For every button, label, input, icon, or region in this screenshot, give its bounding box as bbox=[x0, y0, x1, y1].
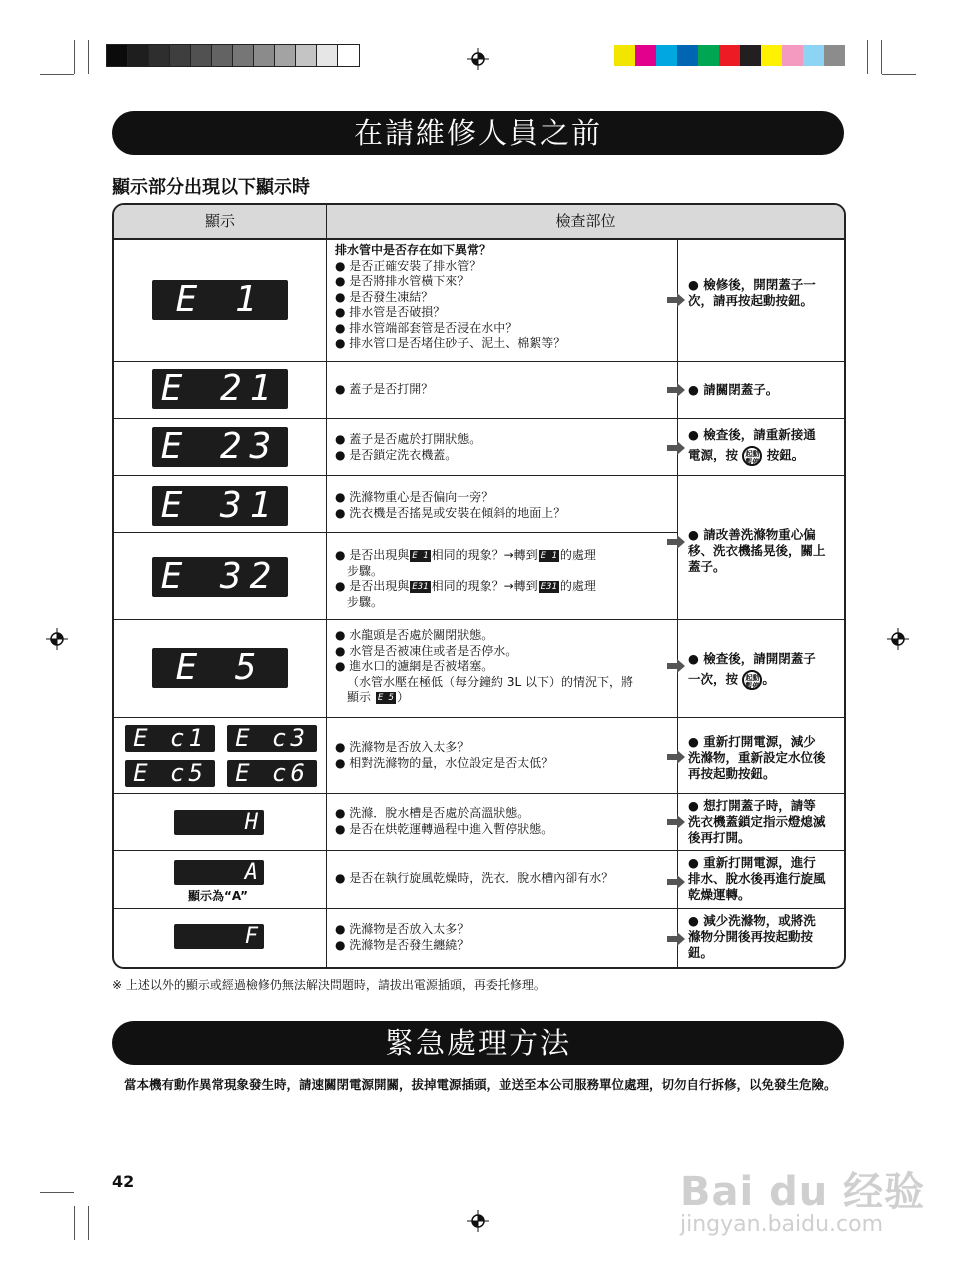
registration-mark-icon bbox=[46, 628, 68, 650]
watermark-url: jingyan.baidu.com bbox=[680, 1212, 884, 1237]
color-swatch bbox=[761, 45, 782, 66]
crop-mark bbox=[881, 40, 882, 74]
led-display-e21: E 21 bbox=[152, 369, 288, 409]
gray-swatch bbox=[128, 45, 149, 66]
color-swatch bbox=[656, 45, 677, 66]
led-display-e5: E 5 bbox=[152, 648, 288, 688]
color-swatch bbox=[635, 45, 656, 66]
gray-swatch bbox=[275, 45, 296, 66]
color-swatch bbox=[803, 45, 824, 66]
action-e23: ● 檢查後，請重新接通 電源，按 起動暫停 按鈕。 bbox=[688, 427, 816, 466]
emergency-banner: 緊急處理方法 bbox=[112, 1021, 844, 1065]
arrow-icon bbox=[667, 441, 685, 455]
mini-display-e5: E 5 bbox=[377, 692, 395, 703]
crop-mark bbox=[88, 40, 89, 74]
action-a: ● 重新打開電源，進行排水、脫水後再進行旋風乾燥運轉。 bbox=[688, 855, 826, 902]
error-code-table bbox=[112, 203, 846, 969]
color-swatch bbox=[614, 45, 635, 66]
crop-mark bbox=[74, 1206, 75, 1240]
title-banner: 在請維修人員之前 bbox=[112, 111, 844, 155]
start-pause-button-icon: 起動暫停 bbox=[742, 670, 762, 690]
arrow-icon bbox=[667, 659, 685, 673]
header-check: 檢查部位 bbox=[555, 212, 616, 230]
arrow-icon bbox=[667, 383, 685, 397]
check-e31: ● 洗滌物重心是否偏向一旁？ ● 洗衣機是否搖晃或安裝在傾斜的地面上？ bbox=[335, 490, 566, 520]
color-swatch bbox=[698, 45, 719, 66]
crop-mark bbox=[40, 1192, 74, 1193]
crop-mark bbox=[867, 40, 868, 74]
gray-swatch bbox=[149, 45, 170, 66]
color-swatch bbox=[719, 45, 740, 66]
color-swatch bbox=[782, 45, 803, 66]
action-e1: ● 檢修後，開閉蓋子一次，請再按起動按鈕。 bbox=[688, 277, 816, 308]
led-display-e23: E 23 bbox=[152, 427, 288, 467]
color-swatch bbox=[824, 45, 845, 66]
table-header bbox=[114, 205, 844, 240]
check-a: ● 是否在執行旋風乾燥時，洗衣．脫水槽內卻有水？ bbox=[335, 871, 614, 885]
display-a-caption: 顯示為“A” bbox=[188, 889, 248, 903]
crop-mark bbox=[88, 1206, 89, 1240]
gray-swatch bbox=[107, 45, 128, 66]
section-subtitle: 顯示部分出現以下顯示時 bbox=[112, 177, 310, 198]
check-ec: ● 洗滌物是否放入太多？ ● 相對洗滌物的量，水位設定是否太低？ bbox=[335, 740, 554, 770]
gray-swatch bbox=[254, 45, 275, 66]
led-display-ec1: E c1 bbox=[125, 725, 215, 752]
led-display-e1: E 1 bbox=[152, 280, 288, 320]
header-display: 顯示 bbox=[204, 212, 235, 230]
action-ec: ● 重新打開電源，減少洗滌物，重新設定水位後再按起動按鈕。 bbox=[688, 734, 826, 781]
arrow-icon bbox=[667, 875, 685, 889]
check-e32: ● 是否出現與 E 1 相同的現象？→轉到 E 1 的處理 步驟。 ● 是否出現與 E31 相同的現象？→轉到 E31 的處理 步驟。 bbox=[335, 548, 596, 609]
action-f: ● 減少洗滌物，或將洗滌物分開後再按起動按鈕。 bbox=[688, 913, 816, 960]
grayscale-calibration-strip bbox=[107, 45, 359, 66]
color-calibration-strip bbox=[614, 45, 845, 66]
action-e5: ● 檢查後，請開閉蓋子 一次，按 起動暫停 。 bbox=[688, 651, 816, 690]
action-e21: ● 請關閉蓋子。 bbox=[688, 382, 779, 397]
led-display-a: A bbox=[174, 860, 264, 885]
check-e5: ● 水龍頭是否處於關閉狀態。 ● 水管是否被凍住或者是否停水。 ● 進水口的濾網是否被堵塞。 （水管水壓在極低（每分鐘約 3L 以下）的情況下，將 顯示 E 5 ） bbox=[335, 628, 633, 704]
arrow-icon bbox=[667, 932, 685, 946]
crop-mark bbox=[74, 40, 75, 74]
registration-mark-icon bbox=[467, 48, 489, 70]
check-e1: 排水管中是否存在如下異常？ ● 是否正確安裝了排水管？ ● 是否將排水管橫下來？ ● 是否發生凍結？ ● 排水管是否破損？ ● 排水管端部套管是否浸在水中？ ● 排水管口是否堵住砂子、泥土、棉絮等？ bbox=[335, 243, 566, 350]
arrow-icon bbox=[667, 535, 685, 549]
gray-swatch bbox=[338, 45, 359, 66]
gray-swatch bbox=[170, 45, 191, 66]
footnote: ※ 上述以外的顯示或經過檢修仍無法解決問題時，請拔出電源插頭，再委托修理。 bbox=[112, 978, 546, 992]
led-display-ec5: E c5 bbox=[125, 760, 215, 787]
check-h: ● 洗滌．脫水槽是否處於高溫狀態。 ● 是否在烘乾運轉過程中進入暫停狀態。 bbox=[335, 806, 554, 836]
emergency-text: 當本機有動作異常現象發生時，請速關閉電源開關，拔掉電源插頭，並送至本公司服務單位處理，切勿自行拆修，以免發生危險。 bbox=[124, 1077, 837, 1092]
gray-swatch bbox=[191, 45, 212, 66]
check-f: ● 洗滌物是否放入太多？ ● 洗滌物是否發生纏繞？ bbox=[335, 922, 470, 952]
color-swatch bbox=[740, 45, 761, 66]
action-e31-e32: ● 請改善洗滌物重心偏移、洗衣機搖晃後，關上蓋子。 bbox=[688, 527, 826, 574]
check-e23: ● 蓋子是否處於打開狀態。 ● 是否鎖定洗衣機蓋。 bbox=[335, 432, 482, 462]
check-e21: ● 蓋子是否打開？ bbox=[335, 382, 434, 396]
led-display-f: F bbox=[174, 924, 264, 949]
mini-display-e31: E31 bbox=[412, 581, 429, 592]
page-number: 42 bbox=[112, 1172, 135, 1191]
crop-mark bbox=[40, 74, 74, 75]
mini-display-e31: E31 bbox=[540, 581, 557, 592]
led-display-ec6: E c6 bbox=[227, 760, 317, 787]
color-swatch bbox=[677, 45, 698, 66]
gray-swatch bbox=[296, 45, 317, 66]
gray-swatch bbox=[233, 45, 254, 66]
mini-display-e1: E 1 bbox=[412, 550, 429, 561]
registration-mark-icon bbox=[887, 628, 909, 650]
registration-mark-icon bbox=[467, 1210, 489, 1232]
led-display-h: H bbox=[174, 810, 264, 835]
gray-swatch bbox=[317, 45, 338, 66]
led-display-ec3: E c3 bbox=[227, 725, 317, 752]
mini-display-e1: E 1 bbox=[540, 550, 557, 561]
arrow-icon bbox=[667, 750, 685, 764]
arrow-icon bbox=[667, 815, 685, 829]
action-h: ● 想打開蓋子時，請等洗衣機蓋鎖定指示燈熄滅後再打開。 bbox=[688, 798, 826, 845]
watermark-logo: Bai du 经验 bbox=[680, 1169, 926, 1215]
led-display-e31: E 31 bbox=[152, 486, 288, 526]
led-display-e32: E 32 bbox=[152, 557, 288, 597]
arrow-icon bbox=[667, 293, 685, 307]
crop-mark bbox=[882, 74, 916, 75]
gray-swatch bbox=[212, 45, 233, 66]
start-pause-button-icon: 起動暫停 bbox=[742, 446, 762, 466]
